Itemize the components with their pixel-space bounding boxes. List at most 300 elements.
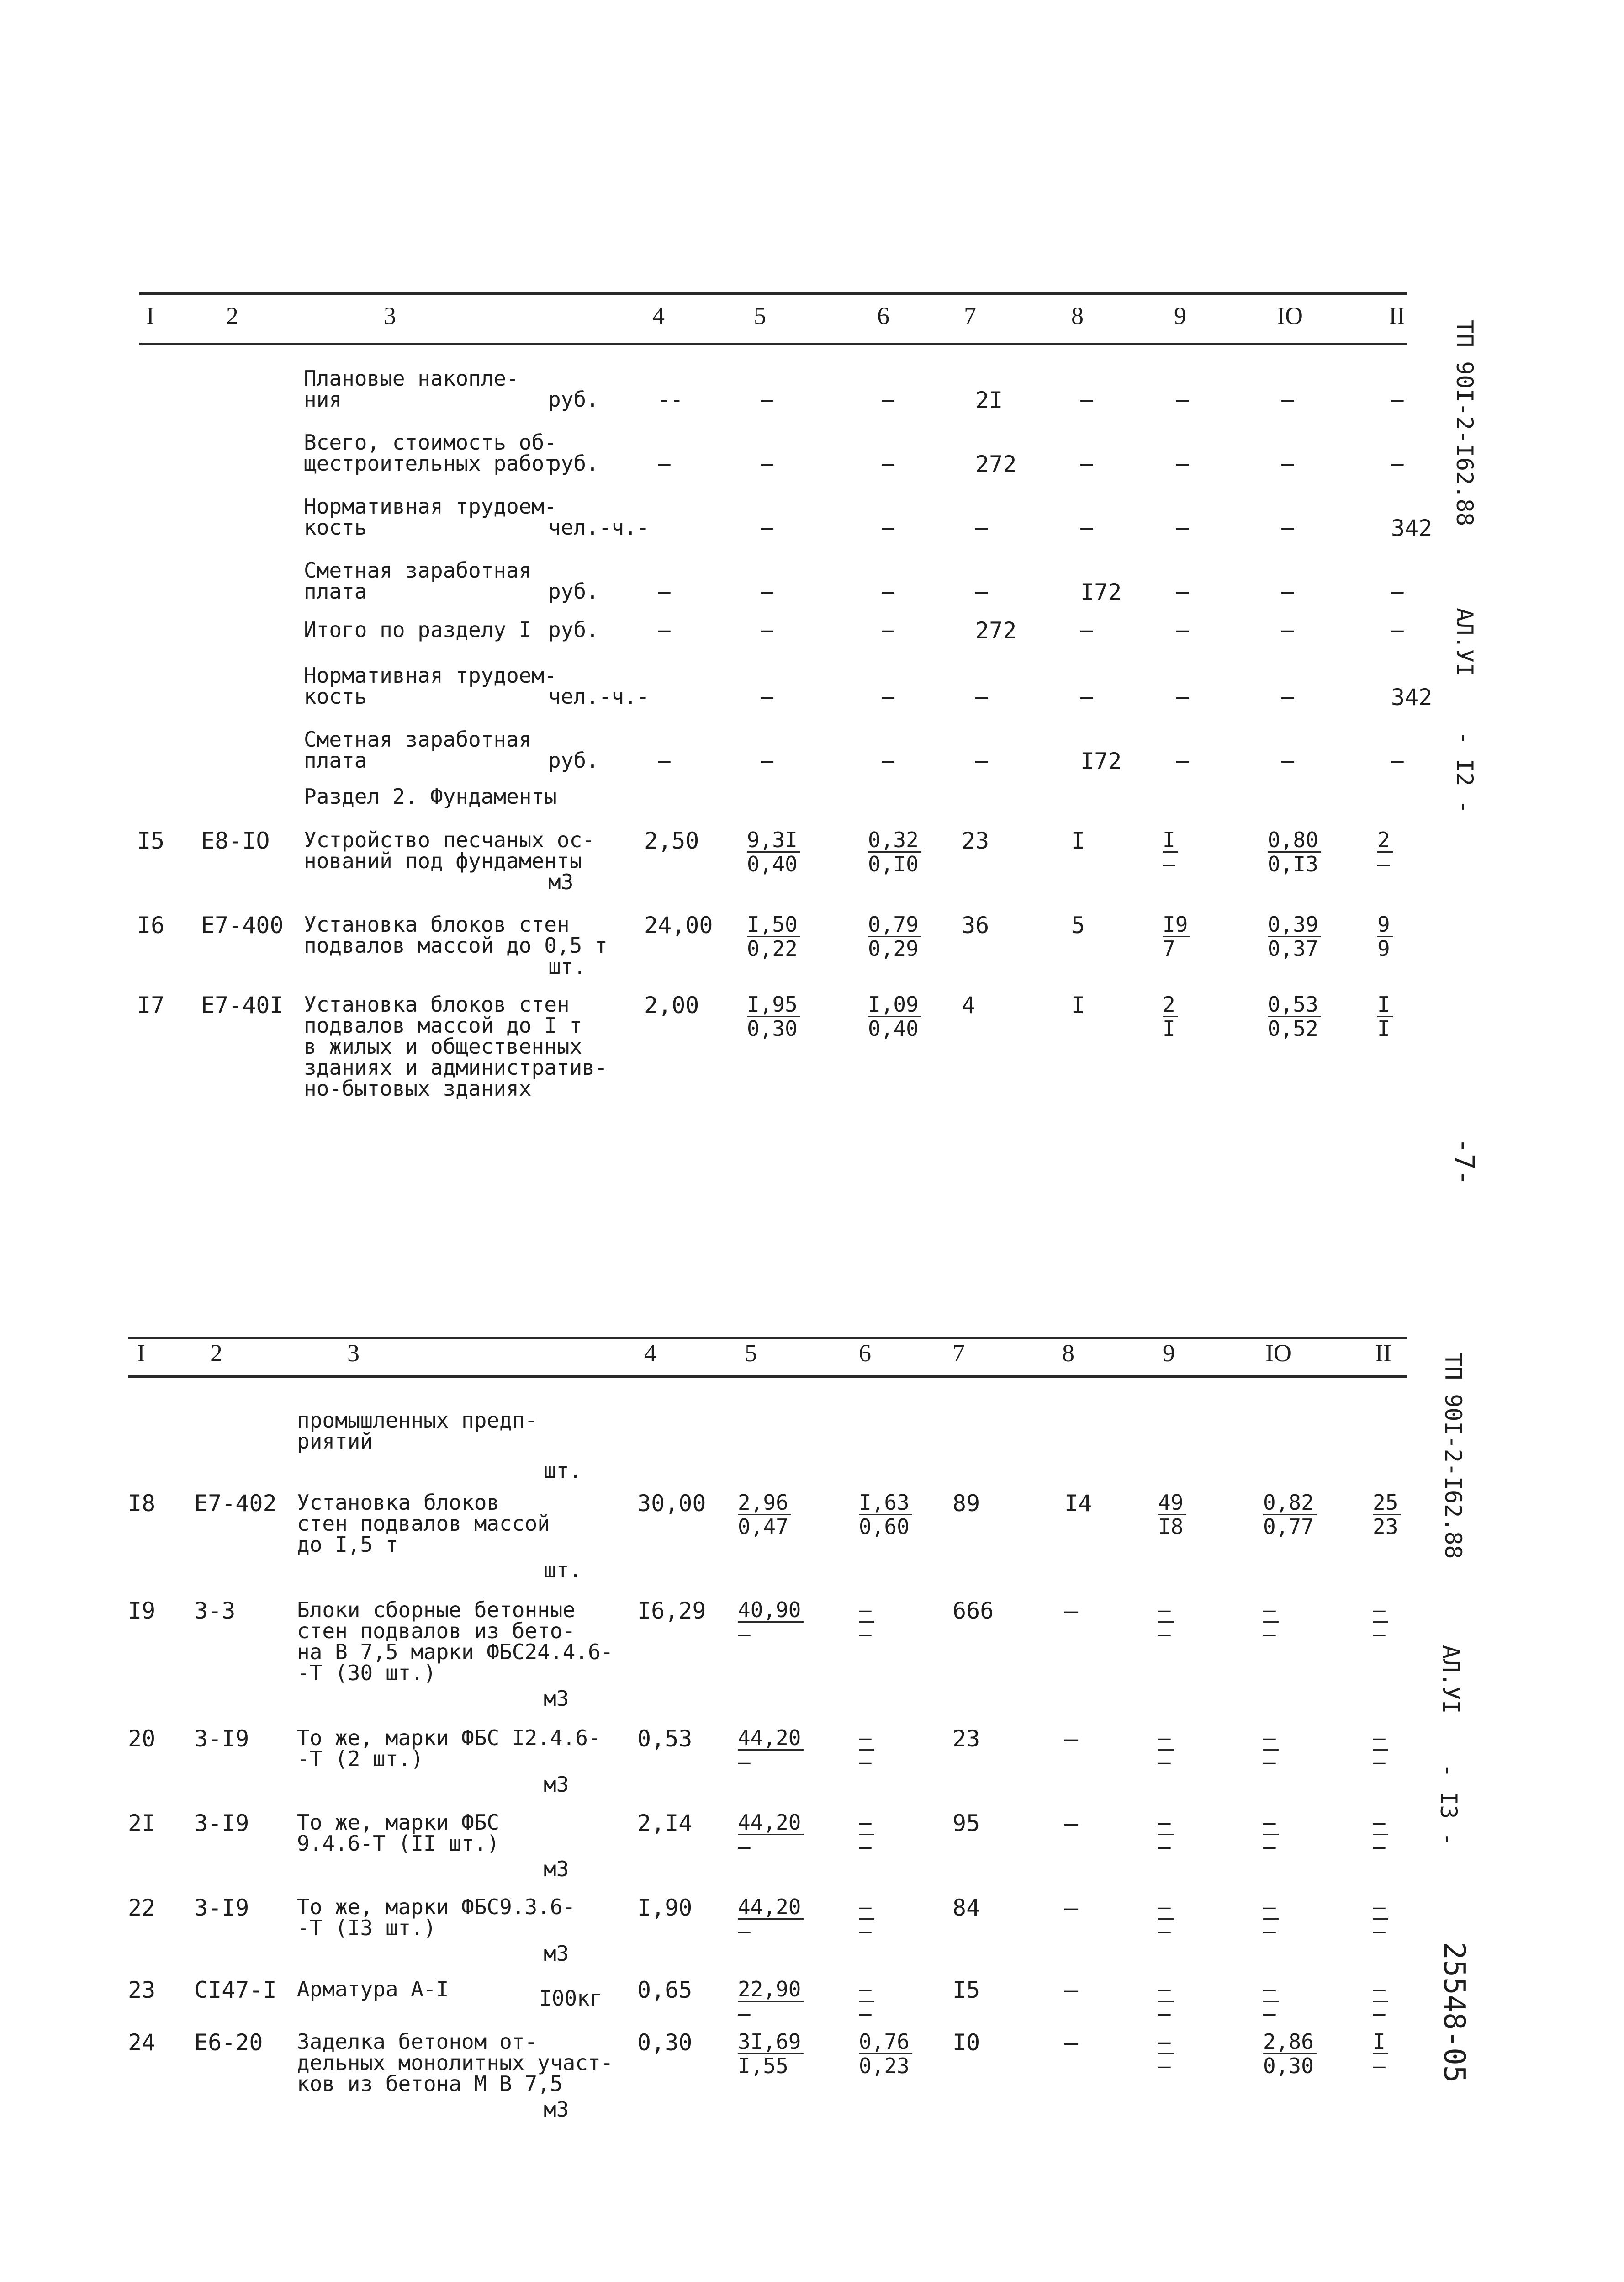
item-col5	[738, 1727, 804, 1773]
item-desc-line: Установка блоков стен	[304, 912, 570, 937]
item-col5-denominator: 0,30	[747, 1016, 798, 1041]
top-col-header-3: 3	[384, 302, 396, 329]
item-desc-line: Заделка бетоном от-	[297, 2029, 538, 2054]
item-col5	[738, 2031, 804, 2076]
top-col-header-10: IO	[1277, 302, 1303, 329]
item-col5	[738, 1599, 804, 1645]
item-col10-numerator: 2,86	[1263, 2031, 1317, 2054]
cont-desc-line2: риятий	[297, 1429, 373, 1454]
item-col9-denominator: –	[1158, 1834, 1171, 1859]
top-total-c8: –	[1080, 451, 1093, 476]
item-col7: I5	[952, 1977, 980, 2003]
item-desc-line: стен подвалов массой	[297, 1511, 550, 1536]
item-col7: 23	[962, 828, 989, 854]
item-col10-denominator: 0,I3	[1268, 852, 1318, 876]
top-total-c5: –	[761, 748, 773, 773]
bottom-col-header-1: I	[137, 1339, 145, 1367]
item-desc-line: -Т (I3 шт.)	[297, 1916, 436, 1940]
item-col10-numerator: –	[1263, 1599, 1279, 1623]
margin-top-code: ТП 90I-2-I62.88	[1451, 320, 1478, 526]
top-total-unit: руб.	[548, 748, 599, 773]
item-col11	[1377, 829, 1393, 875]
item-unit: м3	[544, 1857, 569, 1881]
item-desc-line: нований под фундаменты	[304, 849, 582, 873]
top-total-c11: 342	[1391, 684, 1433, 711]
top-total-label-line1: Плановые накопле-	[304, 366, 519, 391]
item-col7: 666	[952, 1597, 994, 1624]
item-col7: 23	[952, 1725, 980, 1752]
item-col7: 4	[962, 992, 976, 1019]
item-number: I5	[137, 828, 165, 854]
item-desc-line: дельных монолитных участ-	[297, 2050, 614, 2075]
item-number: 23	[128, 1977, 156, 2003]
bottom-col-header-9: 9	[1163, 1339, 1175, 1367]
margin-top-album: АЛ.УI	[1451, 608, 1478, 677]
top-total-c11: –	[1391, 451, 1404, 476]
item-col5-numerator: 44,20	[738, 1812, 804, 1835]
item-col5-numerator: 22,90	[738, 1979, 804, 2002]
top-total-c10: –	[1281, 684, 1294, 709]
item-unit: м3	[548, 870, 574, 894]
item-col10	[1263, 1492, 1317, 1537]
item-col9-denominator: –	[1158, 1750, 1171, 1774]
bottom-col-header-2: 2	[210, 1339, 222, 1367]
item-col5-numerator: I,50	[747, 914, 800, 937]
item-col5-numerator: I,95	[747, 994, 800, 1017]
item-col8: –	[1064, 1977, 1079, 2003]
item-col11-denominator: –	[1373, 1622, 1386, 1646]
item-col11-numerator: –	[1373, 1896, 1388, 1920]
item-col11	[1377, 914, 1393, 959]
item-col10	[1263, 1896, 1279, 1942]
item-col9-denominator: –	[1158, 2054, 1171, 2078]
cont-unit: шт.	[544, 1458, 582, 1483]
item-col6	[859, 1727, 874, 1773]
top-total-c7: –	[975, 684, 988, 709]
top-total-c9: –	[1176, 684, 1189, 709]
item-unit: м3	[544, 1772, 569, 1797]
item-col10	[1268, 914, 1321, 959]
top-total-c8: I72	[1080, 748, 1122, 775]
item-col5-denominator: –	[738, 1834, 751, 1859]
item-number: I6	[137, 912, 165, 939]
item-desc-line: но-бытовых зданиях	[304, 1076, 532, 1101]
item-unit: м3	[544, 1686, 569, 1711]
item-col11-numerator: –	[1373, 1727, 1388, 1751]
top-total-c4: –	[658, 451, 671, 476]
item-col9	[1158, 1979, 1174, 2024]
item-col6	[859, 1492, 912, 1537]
item-desc-line: на В 7,5 марки ФБС24.4.6-	[297, 1640, 614, 1664]
top-total-c10: –	[1281, 748, 1294, 773]
item-col11	[1373, 1896, 1388, 1942]
item-col10-numerator: –	[1263, 1896, 1279, 1920]
top-col-header-6: 6	[877, 302, 889, 329]
item-col10	[1263, 1812, 1279, 1857]
item-number: I9	[128, 1597, 156, 1624]
top-total-c5: –	[761, 684, 773, 709]
item-desc-line: в жилых и общественных	[304, 1034, 582, 1059]
item-desc-line: подвалов массой до I т	[304, 1013, 582, 1038]
top-col-header-1: I	[146, 302, 154, 329]
top-col-header-4: 4	[652, 302, 665, 329]
item-col9-numerator: –	[1158, 1812, 1174, 1835]
item-code: Е7-402	[194, 1490, 277, 1517]
item-col6	[859, 1979, 874, 2024]
item-number: 22	[128, 1895, 156, 1921]
cont-desc-line1: промышленных предп-	[297, 1408, 538, 1433]
top-total-c9: –	[1176, 387, 1189, 412]
top-total-c11: –	[1391, 617, 1404, 642]
margin-bottom-album: АЛ.УI	[1438, 1645, 1464, 1714]
item-col6-numerator: 0,76	[859, 2031, 912, 2054]
item-col9	[1158, 2031, 1174, 2076]
top-total-c5: –	[761, 451, 773, 476]
item-col8: –	[1064, 1725, 1079, 1752]
top-col-header-9: 9	[1174, 302, 1186, 329]
top-total-unit: чел.-ч.-	[548, 684, 650, 709]
item-code: Е7-400	[201, 912, 284, 939]
top-total-label-line1: Нормативная трудоем-	[304, 494, 557, 519]
item-quantity: I6,29	[637, 1597, 706, 1624]
item-col6-numerator: –	[859, 1896, 874, 1920]
top-total-c5: –	[761, 617, 773, 642]
item-col11-denominator: –	[1373, 2001, 1386, 2026]
item-desc-line: ков из бетона М В 7,5	[297, 2071, 563, 2096]
top-total-c9: –	[1176, 515, 1189, 540]
top-total-c6: –	[882, 387, 894, 412]
top-total-c11: –	[1391, 579, 1404, 604]
item-col6-numerator: –	[859, 1727, 874, 1751]
item-col6-numerator: 0,79	[868, 914, 921, 937]
top-total-unit: руб.	[548, 617, 599, 642]
item-col9	[1163, 914, 1190, 959]
item-unit: I00кг	[539, 1986, 603, 2011]
item-col6-denominator: 0,I0	[868, 852, 919, 876]
item-col6-denominator: –	[859, 2001, 872, 2026]
item-desc-line: То же, марки ФБС I2.4.6-	[297, 1725, 601, 1750]
item-col10-denominator: –	[1263, 1750, 1276, 1774]
item-col6-numerator: I,63	[859, 1492, 912, 1515]
top-total-c6: –	[882, 617, 894, 642]
top-total-c9: –	[1176, 748, 1189, 773]
item-code: Е7-40I	[201, 992, 284, 1019]
item-col6-denominator: 0,23	[859, 2054, 910, 2078]
item-col8: 5	[1071, 912, 1085, 939]
item-col8: –	[1064, 1810, 1079, 1836]
item-col11-numerator: 25	[1373, 1492, 1401, 1515]
item-desc-line: Установка блоков	[297, 1490, 500, 1515]
item-col8: I	[1071, 992, 1085, 1019]
item-col6	[859, 2031, 912, 2076]
item-col10-denominator: 0,37	[1268, 936, 1318, 961]
item-col11	[1373, 1492, 1401, 1537]
top-total-c8: –	[1080, 387, 1093, 412]
item-desc-line: Установка блоков стен	[304, 992, 570, 1017]
item-quantity: 30,00	[637, 1490, 706, 1517]
item-desc-line: до I,5 т	[297, 1532, 398, 1557]
bottom-table-rule-2	[128, 1375, 1407, 1378]
item-col9-numerator: –	[1158, 1727, 1174, 1751]
item-col10	[1263, 1599, 1279, 1645]
item-col6	[859, 1599, 874, 1645]
item-col6	[859, 1812, 874, 1857]
item-col6	[859, 1896, 874, 1942]
top-total-c10: –	[1281, 451, 1294, 476]
item-col11-denominator: I	[1377, 1016, 1390, 1041]
bottom-col-header-4: 4	[644, 1339, 656, 1367]
item-col5-denominator: –	[738, 1750, 751, 1774]
top-total-label-line2: кость	[304, 515, 367, 540]
top-total-label-line1: Нормативная трудоем-	[304, 663, 557, 688]
item-desc-line: 9.4.6-Т (II шт.)	[297, 1831, 500, 1856]
item-col5-numerator: 44,20	[738, 1727, 804, 1751]
top-total-c9: –	[1176, 617, 1189, 642]
top-total-c8: I72	[1080, 579, 1122, 605]
item-col7: 36	[962, 912, 989, 939]
top-total-label-line2: плата	[304, 579, 367, 604]
item-col5-denominator: –	[738, 1622, 751, 1646]
item-col10-denominator: –	[1263, 1834, 1276, 1859]
item-col9-denominator: I8	[1158, 1514, 1184, 1539]
item-col8: –	[1064, 1895, 1079, 1921]
item-col5-numerator: 44,20	[738, 1896, 804, 1920]
margin-bottom-code: ТП 90I-2-I62.88	[1440, 1353, 1466, 1559]
item-col11-denominator: 23	[1373, 1514, 1398, 1539]
item-desc-line: Блоки сборные бетонные	[297, 1597, 576, 1622]
top-col-header-8: 8	[1071, 302, 1084, 329]
top-total-label-line1: Сметная заработная	[304, 727, 532, 752]
item-col6-numerator: –	[859, 1599, 874, 1623]
item-col8: I	[1071, 828, 1085, 854]
item-col11	[1373, 1599, 1388, 1645]
item-desc-line: Устройство песчаных ос-	[304, 828, 595, 852]
item-col11-denominator: –	[1377, 852, 1390, 876]
item-col11-numerator: I	[1373, 2031, 1388, 2054]
item-col11-numerator: I	[1377, 994, 1393, 1017]
item-col6-numerator: 0,32	[868, 829, 921, 853]
item-col11-denominator: –	[1373, 1834, 1386, 1859]
top-total-c11: –	[1391, 748, 1404, 773]
top-total-c7: –	[975, 515, 988, 540]
top-total-c7: 272	[975, 617, 1017, 644]
item-col10-numerator: 0,80	[1268, 829, 1321, 853]
top-total-c10: –	[1281, 387, 1294, 412]
item-col7: 84	[952, 1895, 980, 1921]
item-col8: I4	[1064, 1490, 1092, 1517]
item-col10-denominator: 0,30	[1263, 2054, 1314, 2078]
item-col9	[1158, 1727, 1174, 1773]
top-total-c9: –	[1176, 451, 1189, 476]
top-total-c5: –	[761, 579, 773, 604]
item-col6-numerator: –	[859, 1979, 874, 2002]
item-col5-denominator: –	[738, 2001, 751, 2026]
item-col5-numerator: 9,3I	[747, 829, 800, 853]
item-desc-line: зданиях и административ-	[304, 1055, 608, 1080]
item-col9	[1158, 1492, 1186, 1537]
item-col5	[738, 1492, 791, 1537]
top-total-c8: –	[1080, 684, 1093, 709]
item-col9-numerator: –	[1158, 2031, 1174, 2054]
item-col7: 95	[952, 1810, 980, 1836]
item-col10	[1263, 2031, 1317, 2076]
item-col9-denominator: 7	[1163, 936, 1175, 961]
item-number: I7	[137, 992, 165, 1019]
item-col7: 89	[952, 1490, 980, 1517]
item-unit: шт.	[548, 954, 587, 979]
item-number: 20	[128, 1725, 156, 1752]
top-total-c10: –	[1281, 515, 1294, 540]
item-quantity: 0,30	[637, 2029, 693, 2056]
top-total-label-line1: Итого по разделу I	[304, 617, 532, 642]
item-col6-denominator: –	[859, 1834, 872, 1859]
top-total-c5: –	[761, 387, 773, 412]
item-col11	[1373, 1979, 1388, 2024]
item-desc-line: -Т (2 шт.)	[297, 1746, 423, 1771]
item-col10	[1268, 994, 1321, 1039]
item-col9-denominator: –	[1163, 852, 1175, 876]
top-table-rule-1	[139, 292, 1407, 295]
top-total-c6: –	[882, 515, 894, 540]
bottom-col-header-7: 7	[952, 1339, 965, 1367]
margin-inventory-number: 25548-05	[1437, 1942, 1471, 2083]
top-total-label-line2: кость	[304, 684, 367, 709]
item-col8: –	[1064, 2029, 1079, 2056]
item-desc-line: -Т (30 шт.)	[297, 1661, 436, 1685]
item-col6-denominator: 0,40	[868, 1016, 919, 1041]
top-total-c7: 272	[975, 451, 1017, 478]
item-col10	[1263, 1727, 1279, 1773]
item-desc-line: стен подвалов из бето-	[297, 1619, 576, 1643]
item-col10-denominator: –	[1263, 1919, 1276, 1943]
bottom-col-header-6: 6	[859, 1339, 871, 1367]
item-col5	[738, 1979, 804, 2024]
bottom-col-header-10: IO	[1265, 1339, 1291, 1367]
top-total-c6: –	[882, 451, 894, 476]
item-col5-numerator: 40,90	[738, 1599, 804, 1623]
item-col11	[1373, 2031, 1388, 2076]
top-total-c4: –	[658, 748, 671, 773]
item-col9-numerator: –	[1158, 1979, 1174, 2002]
top-total-unit: руб.	[548, 451, 599, 476]
item-col11	[1373, 1812, 1388, 1857]
top-total-c4: --	[658, 387, 683, 412]
item-col5	[747, 994, 800, 1039]
item-quantity: 24,00	[644, 912, 713, 939]
item-col10-denominator: –	[1263, 1622, 1276, 1646]
bottom-col-header-3: 3	[347, 1339, 360, 1367]
item-number: 24	[128, 2029, 156, 2056]
item-col6-denominator: –	[859, 1919, 872, 1943]
item-col9-denominator: I	[1163, 1016, 1175, 1041]
item-col6-denominator: –	[859, 1750, 872, 1774]
item-col6-numerator: I,09	[868, 994, 921, 1017]
item-col10-numerator: 0,39	[1268, 914, 1321, 937]
item-col11-denominator: –	[1373, 1919, 1386, 1943]
top-total-c10: –	[1281, 617, 1294, 642]
item-col10	[1263, 1979, 1279, 2024]
item-col9-numerator: I9	[1163, 914, 1190, 937]
item-col11-numerator: –	[1373, 1979, 1388, 2002]
item-quantity: 2,00	[644, 992, 699, 1019]
item-quantity: 0,53	[637, 1725, 693, 1752]
item-quantity: I,90	[637, 1895, 693, 1921]
item-col11	[1377, 994, 1393, 1039]
top-total-unit: руб.	[548, 579, 599, 604]
item-code: 3-3	[194, 1597, 236, 1624]
item-col5-numerator: 2,96	[738, 1492, 791, 1515]
item-desc-line: Арматура А-I	[297, 1977, 449, 2001]
item-quantity: 2,50	[644, 828, 699, 854]
item-number: I8	[128, 1490, 156, 1517]
item-col9-numerator: –	[1158, 1896, 1174, 1920]
item-col5-denominator: 0,22	[747, 936, 798, 961]
item-col9	[1158, 1599, 1174, 1645]
item-col10-numerator: –	[1263, 1812, 1279, 1835]
item-col10-numerator: –	[1263, 1727, 1279, 1751]
bottom-col-header-11: II	[1375, 1339, 1391, 1367]
item-code: Е8-IО	[201, 828, 270, 854]
item-code: СI47-I	[194, 1977, 277, 2003]
top-total-c6: –	[882, 684, 894, 709]
section-title: Раздел 2. Фундаменты	[304, 784, 557, 809]
item-col5	[738, 1812, 804, 1857]
item-col9	[1158, 1812, 1174, 1857]
top-total-c6: –	[882, 748, 894, 773]
top-total-c7: –	[975, 579, 988, 604]
item-col10-numerator: –	[1263, 1979, 1279, 2002]
top-total-label-line1: Сметная заработная	[304, 558, 532, 583]
item-col11-denominator: –	[1373, 1750, 1386, 1774]
bottom-table-rule-1	[128, 1337, 1407, 1339]
bottom-col-header-8: 8	[1062, 1339, 1074, 1367]
item-col11-denominator: –	[1373, 2054, 1386, 2078]
item-col9	[1163, 994, 1178, 1039]
item-unit: шт.	[544, 1558, 582, 1582]
item-col9-numerator: 2	[1163, 994, 1178, 1017]
item-col9-numerator: 49	[1158, 1492, 1186, 1515]
top-total-unit: руб.	[548, 387, 599, 412]
item-col5-denominator: 0,40	[747, 852, 798, 876]
item-col9-numerator: I	[1163, 829, 1178, 853]
item-col9-denominator: –	[1158, 1919, 1171, 1943]
item-col6-denominator: 0,60	[859, 1514, 910, 1539]
top-total-c4: –	[658, 579, 671, 604]
item-col9	[1163, 829, 1178, 875]
top-total-label-line1: Всего, стоимость об-	[304, 430, 557, 455]
item-col11-numerator: –	[1373, 1812, 1388, 1835]
margin-bottom-sheet: - I3 -	[1435, 1764, 1462, 1847]
item-col10-denominator: 0,52	[1268, 1016, 1318, 1041]
item-col5	[747, 829, 800, 875]
item-quantity: 0,65	[637, 1977, 693, 2003]
top-col-header-11: II	[1389, 302, 1405, 329]
item-col11-numerator: 9	[1377, 914, 1393, 937]
margin-page-number: -7-	[1449, 1138, 1480, 1186]
item-col5-numerator: 3I,69	[738, 2031, 804, 2054]
top-total-c9: –	[1176, 579, 1189, 604]
item-desc-line: То же, марки ФБС9.3.6-	[297, 1895, 576, 1919]
item-col9-denominator: –	[1158, 1622, 1171, 1646]
top-col-header-7: 7	[964, 302, 976, 329]
item-code: 3-I9	[194, 1725, 249, 1752]
top-col-header-5: 5	[754, 302, 766, 329]
top-total-c7: –	[975, 748, 988, 773]
item-number: 2I	[128, 1810, 156, 1836]
item-col10	[1268, 829, 1321, 875]
item-col6-denominator: –	[859, 1622, 872, 1646]
top-total-c8: –	[1080, 617, 1093, 642]
